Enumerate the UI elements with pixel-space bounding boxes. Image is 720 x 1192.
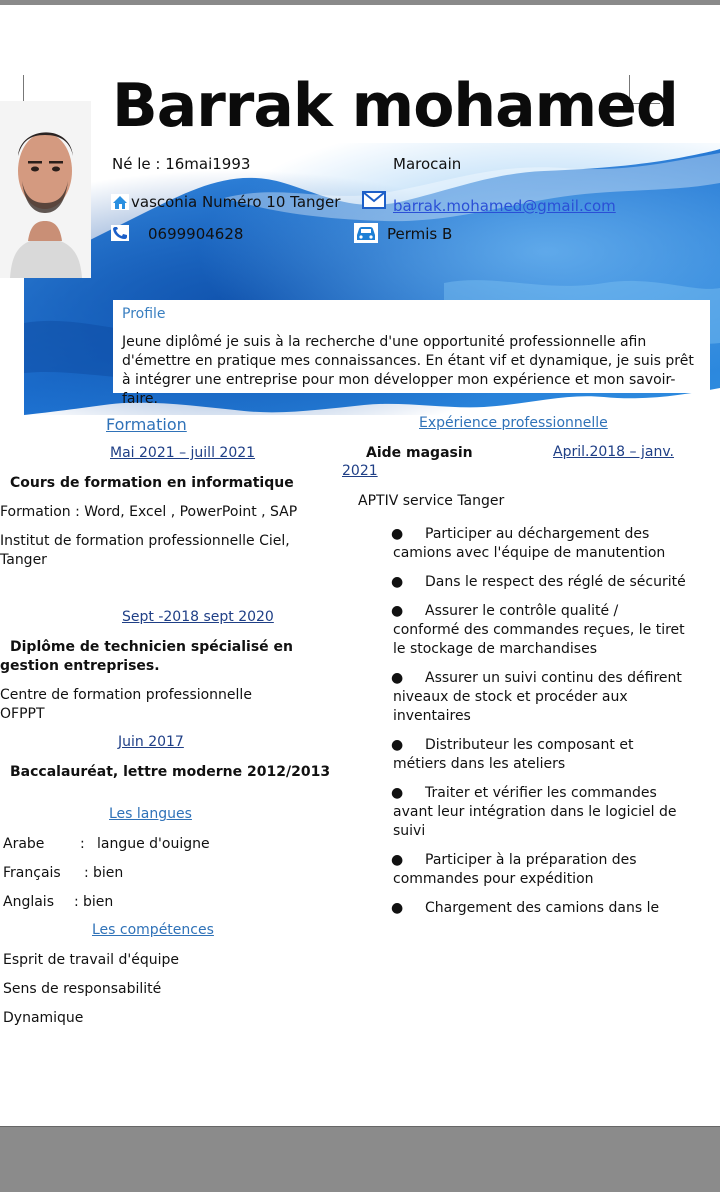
phone-icon xyxy=(111,225,129,241)
task-item: ● Assurer un suivi continu des défirent niveaux de stock et procéder aux inventaires xyxy=(391,670,682,724)
task-list xyxy=(393,525,688,928)
task-item: ● Dans le respect des réglé de sécurité xyxy=(391,574,686,590)
formation-line: Formation : Word, Excel , PowerPoint , SAP xyxy=(0,504,298,520)
formation-title-1: Cours de formation en informatique xyxy=(10,475,294,491)
formation-date-1: Mai 2021 – juill 2021 xyxy=(110,445,256,461)
home-icon xyxy=(111,194,129,210)
language-sep: : xyxy=(74,894,79,910)
task-item: ● Chargement des camions dans le xyxy=(391,900,660,916)
language-level: bien xyxy=(93,865,124,881)
birth-date: Né le : 16mai1993 xyxy=(112,155,251,173)
formation-title-3: Baccalauréat, lettre moderne 2012/2013 xyxy=(10,764,331,780)
task-item: ● Traiter et vérifier les commandes avant leur intégration dans le logiciel de suivi xyxy=(391,785,677,839)
email-link[interactable]: barrak.mohamed@gmail.com xyxy=(393,197,616,215)
language-sep: : xyxy=(84,865,89,881)
language-name: Français xyxy=(3,865,61,881)
skill-item: Sens de responsabilité xyxy=(3,981,162,997)
language-level: bien xyxy=(83,894,114,910)
formation-date-2: Sept -2018 sept 2020 xyxy=(122,609,274,625)
phone-number: 0699904628 xyxy=(148,225,244,243)
formation-line: Centre de formation professionnelle xyxy=(0,687,252,703)
task-item: ● Distributeur les composant et métiers dans les ateliers xyxy=(391,737,634,772)
language-name: Arabe xyxy=(3,836,45,852)
formation-line: Tanger xyxy=(0,552,47,568)
email-icon xyxy=(362,191,386,209)
car-icon xyxy=(354,223,378,243)
nationality: Marocain xyxy=(393,155,462,173)
formation-title-2: Diplôme de technicien spécialisé en xyxy=(10,639,294,655)
task-item: ● Assurer le contrôle qualité / conformé des commandes reçues, le tiret le stockage de marchandises xyxy=(391,603,685,657)
language-sep: : xyxy=(80,836,85,852)
profile-section xyxy=(113,300,710,407)
experience-title: Expérience professionnelle xyxy=(419,415,608,431)
driving-license: Permis B xyxy=(387,225,453,243)
job-date: April.2018 – janv. xyxy=(553,444,674,460)
skill-item: Dynamique xyxy=(3,1010,84,1026)
formation-line: Institut de formation professionnelle Ciel, xyxy=(0,533,290,549)
profile-photo xyxy=(0,101,91,278)
profile-title: Profile xyxy=(122,306,166,322)
languages-title: Les langues xyxy=(109,806,192,822)
formation-line: OFPPT xyxy=(0,706,45,722)
skills-title: Les compétences xyxy=(92,922,214,938)
formation-date-3: Juin 2017 xyxy=(118,734,184,750)
company-name: APTIV service Tanger xyxy=(358,493,505,509)
address: vasconia Numéro 10 Tanger xyxy=(131,193,341,211)
language-name: Anglais xyxy=(3,894,54,910)
document-page[interactable] xyxy=(0,5,720,1126)
skill-item: Esprit de travail d'équipe xyxy=(3,952,179,968)
candidate-name: Barrak mohamed xyxy=(112,71,678,141)
formation-title: Formation xyxy=(106,415,187,434)
job-date-cont: 2021 xyxy=(342,463,378,479)
job-title: Aide magasin xyxy=(366,445,473,461)
task-item: ● Participer à la préparation des commandes pour expédition xyxy=(391,852,637,887)
task-item: ● Participer au déchargement des camions avec l'équipe de manutention xyxy=(391,526,666,561)
profile-text: Jeune diplômé je suis à la recherche d'une opportunité professionnelle afin d'émettre en pratique mes connaissances. En étant vif et dynamique, je suis prêt à intégrer une entreprise pour mon développer mon expérience et mon savoir-faire. xyxy=(122,334,694,407)
margin-mark-left xyxy=(23,75,24,101)
formation-title-2-cont: gestion entreprises. xyxy=(0,658,160,674)
viewer-bottom-bar xyxy=(0,1126,720,1192)
language-level: langue d'ouigne xyxy=(97,836,210,852)
